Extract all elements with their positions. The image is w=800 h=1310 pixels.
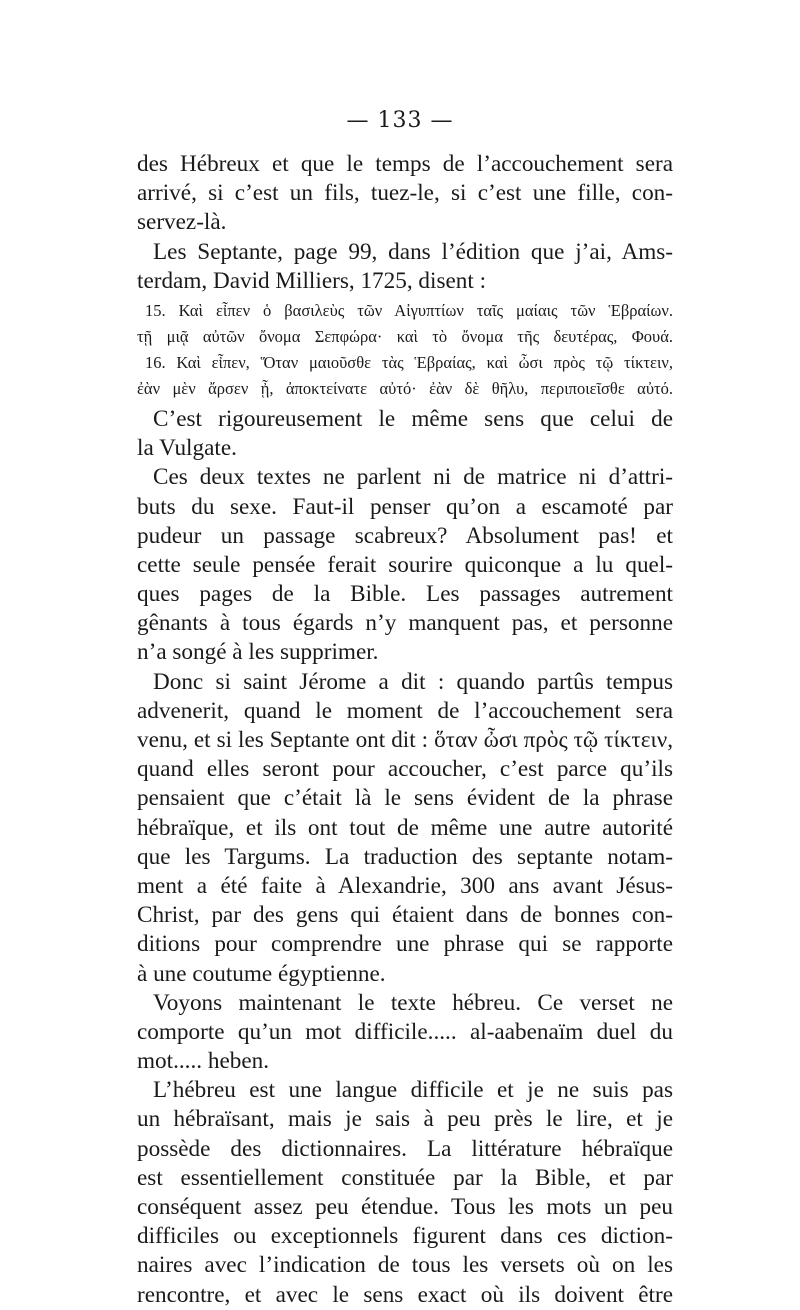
greek-line: 15. Καὶ εἶπεν ὁ βασιλεὺς τῶν Αἰγυπτίων ταῖς μαίαις τῶν Ἑβραίων. bbox=[145, 300, 673, 320]
text-line: est essentiellement constituée par la Bible, et par bbox=[137, 1164, 673, 1191]
text-line: des Hébreux et que le temps de l’accouchement sera bbox=[137, 151, 673, 177]
text-line: ment a été faite à Alexandrie, 300 ans avant Jésus- bbox=[137, 872, 673, 899]
text-line: terdam, David Milliers, 1725, disent : bbox=[137, 267, 487, 294]
text-line: la Vulgate. bbox=[137, 435, 237, 462]
text-line: servez-là. bbox=[137, 209, 227, 236]
paragraph-6 bbox=[137, 989, 673, 1077]
greek-line: 16. Καὶ εἶπεν, Ὅταν μαιοῦσθε τὰς Ἑβραίας, καὶ ὦσι πρὸς τῷ τίκτειν, bbox=[145, 352, 673, 372]
text-line: Les Septante, page 99, dans l’édition que j’ai, Ams- bbox=[153, 238, 673, 265]
greek-line: τῇ μιᾷ αὐτῶν ὄνομα Σεπφώρα· καὶ τὸ ὄνομα τῆς δευτέρας, Φουά. bbox=[137, 326, 673, 346]
text-line: C’est rigoureusement le même sens que celui de bbox=[153, 405, 673, 432]
greek-line: ἐὰν μὲν ἄρσεν ᾖ, ἀποκτείνατε αὐτό· ἐὰν δὲ θῆλυ, περιποιεῖσθε αὐτό. bbox=[137, 378, 673, 398]
text-line: gênants à tous égards n’y manquent pas, et personne bbox=[137, 610, 673, 637]
text-line: possède des dictionnaires. La littérature hébraïque bbox=[137, 1135, 673, 1162]
body-text bbox=[137, 150, 673, 1310]
text-line: ditions pour comprendre une phrase qui se rapporte bbox=[137, 931, 673, 958]
text-line: advenerit, quand le moment de l’accouchement sera bbox=[137, 697, 673, 724]
text-line: quand elles seront pour accoucher, c’est parce qu’ils bbox=[137, 756, 673, 783]
page-number: — 133 — bbox=[346, 108, 454, 133]
text-line: L’hébreu est une langue difficile et je ne suis pas bbox=[153, 1077, 673, 1104]
text-line: Donc si saint Jérome a dit : quando partûs tempus bbox=[153, 668, 673, 695]
text-line: buts du sexe. Faut-il penser qu’on a escamoté par bbox=[137, 493, 673, 520]
paragraph-1 bbox=[137, 150, 673, 238]
paragraph-2 bbox=[137, 238, 673, 296]
text-line: difficiles ou exceptionnels figurent dans ces diction- bbox=[137, 1223, 673, 1250]
text-line: Voyons maintenant le texte hébreu. Ce verset ne bbox=[153, 989, 673, 1016]
paragraph-7 bbox=[137, 1076, 673, 1310]
text-line: Ces deux textes ne parlent ni de matrice ni d’attri- bbox=[153, 464, 673, 491]
text-line: conséquent assez peu étendue. Tous les mots un peu bbox=[137, 1194, 673, 1220]
text-line: à une coutume égyptienne. bbox=[137, 960, 386, 987]
text-line: venu, et si les Septante ont dit : ὅταν ὦσι πρὸς τῷ τίκτειν, bbox=[137, 727, 673, 753]
text-line: hébraïque, et ils ont tout de même une autre autorité bbox=[137, 814, 673, 841]
text-line: que les Targums. La traduction des septante notam- bbox=[137, 843, 673, 870]
text-line: cette seule pensée ferait sourire quiconque a lu quel- bbox=[137, 551, 673, 578]
text-line: mot..... heben. bbox=[137, 1048, 270, 1075]
text-line: ques pages de la Bible. Les passages autrement bbox=[137, 581, 673, 608]
text-line: un hébraïsant, mais je sais à peu près le lire, et je bbox=[137, 1106, 673, 1133]
paragraph-3 bbox=[137, 405, 673, 463]
text-line: arrivé, si c’est un fils, tuez-le, si c’est une fille, con- bbox=[137, 180, 673, 207]
text-line: Christ, par des gens qui étaient dans de bonnes con- bbox=[137, 902, 673, 929]
text-line: pensaient que c’était là le sens évident de la phrase bbox=[137, 785, 673, 812]
greek-quotation bbox=[137, 298, 673, 402]
text-line: comporte qu’un mot difficile..... al-aabenaïm duel du bbox=[137, 1018, 673, 1045]
paragraph-5 bbox=[137, 668, 673, 989]
text-line: n’a songé à les supprimer. bbox=[137, 639, 379, 666]
paragraph-4 bbox=[137, 463, 673, 667]
text-line: pudeur un passage scabreux? Absolument pas! et bbox=[137, 522, 673, 549]
text-line: rencontre, et avec le sens exact où ils doivent être bbox=[137, 1281, 673, 1308]
text-line: naires avec l’indication de tous les versets où on les bbox=[137, 1252, 673, 1279]
